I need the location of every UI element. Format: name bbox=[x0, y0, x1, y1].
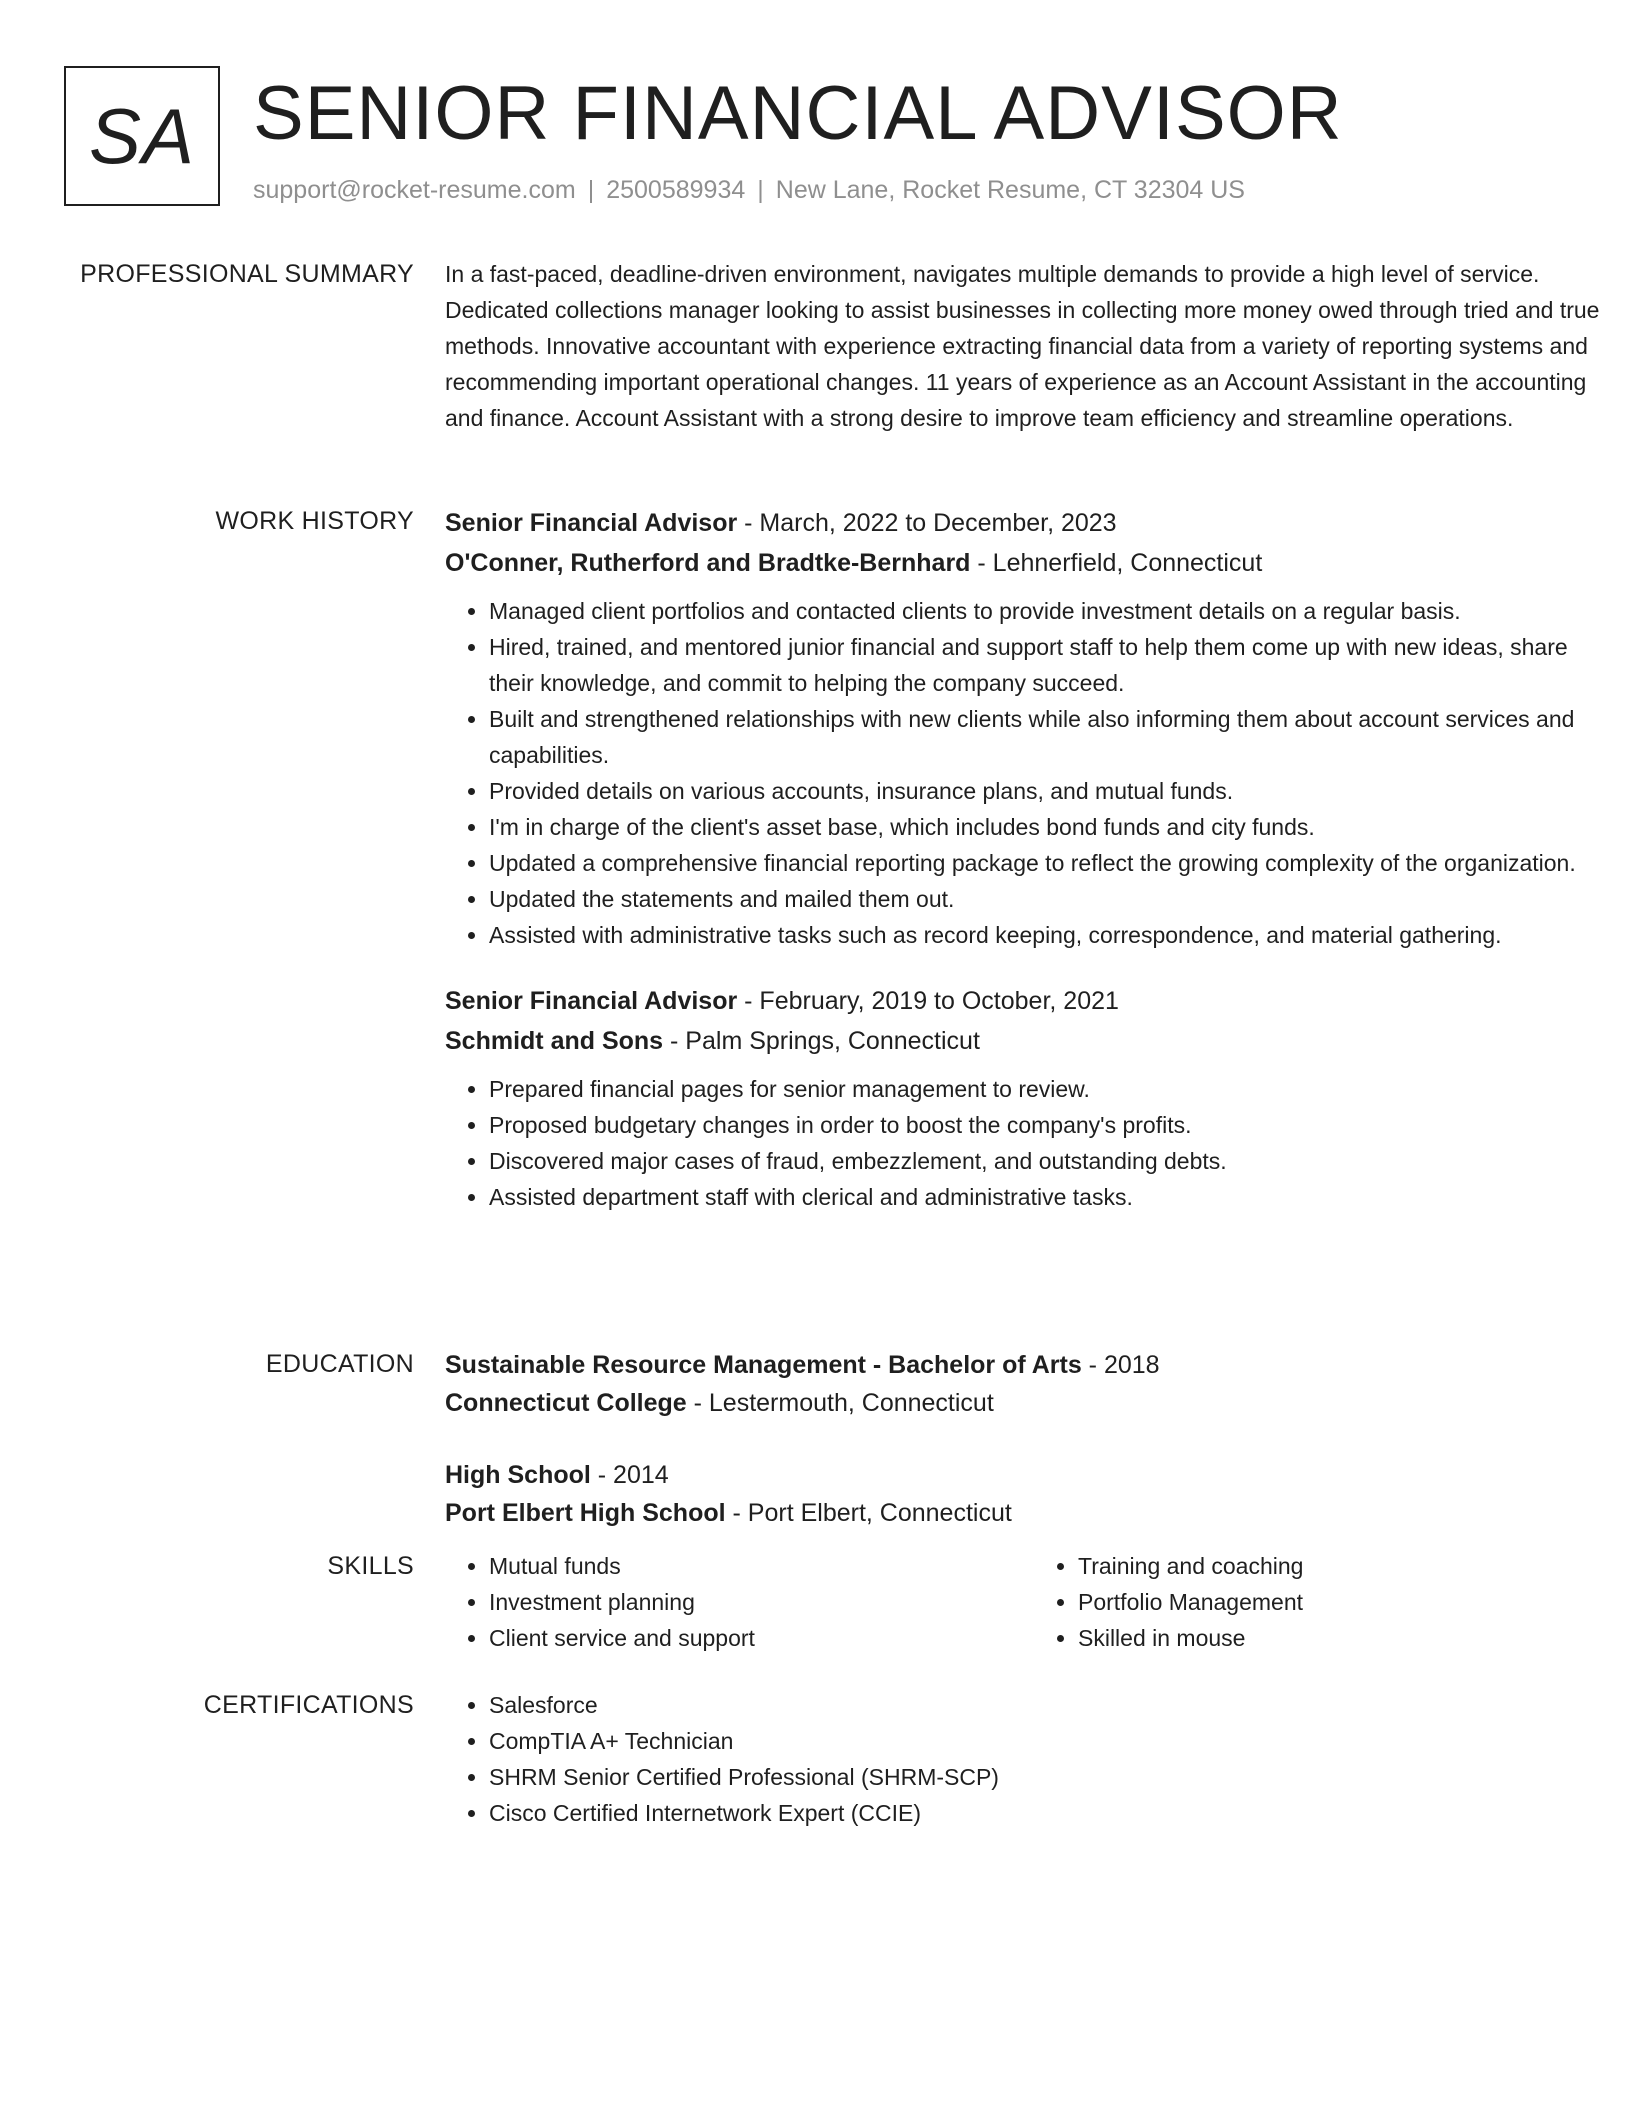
skill-item: • Investment planning bbox=[489, 1584, 989, 1620]
page-title: SENIOR FINANCIAL ADVISOR bbox=[253, 71, 1343, 156]
certification-item: • CompTIA A+ Technician bbox=[489, 1723, 1615, 1759]
work-history-body bbox=[445, 503, 1615, 1215]
contact-address: New Lane, Rocket Resume, CT 32304 US bbox=[775, 176, 1245, 204]
job-role: Senior Financial Advisor bbox=[445, 509, 738, 537]
skills-grid bbox=[445, 1548, 1615, 1656]
job-bullet: • Hired, trained, and mentored junior financial and support staff to help them come up with new ideas, share their knowledge, and commit to helping the company succeed. bbox=[489, 629, 1615, 701]
education-school: Port Elbert High School bbox=[445, 1499, 726, 1527]
education-degree: High School bbox=[445, 1461, 591, 1489]
contact-line bbox=[253, 172, 1245, 208]
education-degree-line bbox=[445, 1346, 1615, 1384]
job-bullet: • I'm in charge of the client's asset base, which includes bond funds and city funds. bbox=[489, 809, 1615, 845]
skills-column-left bbox=[445, 1548, 989, 1656]
job-title-line bbox=[445, 981, 1615, 1021]
job-role: Senior Financial Advisor bbox=[445, 987, 738, 1015]
education-school: Connecticut College bbox=[445, 1389, 687, 1417]
job-bullet: • Prepared financial pages for senior management to review. bbox=[489, 1071, 1615, 1107]
skill-item: • Portfolio Management bbox=[1078, 1584, 1578, 1620]
job-bullet: • Updated a comprehensive financial reporting package to reflect the growing complexity of the organization. bbox=[489, 845, 1615, 881]
education-degree-line bbox=[445, 1456, 1615, 1494]
job-location: - Palm Springs, Connecticut bbox=[663, 1027, 980, 1055]
contact-separator: | bbox=[757, 176, 764, 204]
job-entry bbox=[445, 981, 1615, 1215]
certification-item: • SHRM Senior Certified Professional (SHRM-SCP) bbox=[489, 1759, 1615, 1795]
job-entry bbox=[445, 503, 1615, 953]
job-bullet: • Provided details on various accounts, insurance plans, and mutual funds. bbox=[489, 773, 1615, 809]
skill-item: • Training and coaching bbox=[1078, 1548, 1578, 1584]
section-title-certifications: CERTIFICATIONS bbox=[203, 1691, 414, 1719]
section-title-work-history: WORK HISTORY bbox=[215, 507, 414, 535]
certifications-list bbox=[445, 1687, 1615, 1831]
certification-item: • Cisco Certified Internetwork Expert (CCIE) bbox=[489, 1795, 1615, 1831]
contact-email: support@rocket-resume.com bbox=[253, 176, 576, 204]
education-location: - Port Elbert, Connecticut bbox=[725, 1499, 1012, 1527]
job-bullet: • Assisted department staff with clerical and administrative tasks. bbox=[489, 1179, 1615, 1215]
job-bullet: • Managed client portfolios and contacted clients to provide investment details on a regular basis. bbox=[489, 593, 1615, 629]
job-location: - Lehnerfield, Connecticut bbox=[970, 549, 1263, 577]
job-company: O'Conner, Rutherford and Bradtke-Bernhard bbox=[445, 549, 971, 577]
job-company-line bbox=[445, 1021, 1615, 1061]
job-dates: - March, 2022 to December, 2023 bbox=[737, 509, 1117, 537]
skills-column-right bbox=[1034, 1548, 1578, 1656]
certifications-body bbox=[445, 1687, 1615, 1831]
resume-header bbox=[64, 64, 1584, 214]
job-bullet: • Proposed budgetary changes in order to boost the company's profits. bbox=[489, 1107, 1615, 1143]
education-year: - 2014 bbox=[590, 1461, 669, 1489]
job-title-line bbox=[445, 503, 1615, 543]
education-body bbox=[445, 1346, 1615, 1532]
section-title-education: EDUCATION bbox=[265, 1350, 414, 1378]
summary-text: In a fast-paced, deadline-driven environment, navigates multiple demands to provide a high level of service. Dedicated collections manager looking to assist businesses in collecting more money owed through tried and true methods. Innovative accountant with experience extracting financial data from a variety of reporting systems and recommending important operational changes. 11 years of experience as an Account Assistant in the accounting and finance. Account Assistant with a strong desire to improve team efficiency and streamline operations. bbox=[445, 261, 1600, 431]
contact-separator: | bbox=[587, 176, 595, 204]
skill-item: • Client service and support bbox=[489, 1620, 989, 1656]
job-bullets bbox=[445, 1071, 1615, 1215]
job-bullet: • Updated the statements and mailed them out. bbox=[489, 881, 1615, 917]
education-degree: Sustainable Resource Management - Bachelor of Arts bbox=[445, 1351, 1082, 1379]
skills-body bbox=[445, 1548, 1615, 1656]
job-bullet: • Built and strengthened relationships with new clients while also informing them about account services and capabilities. bbox=[489, 701, 1615, 773]
education-year: - 2018 bbox=[1081, 1351, 1160, 1379]
skill-item: • Skilled in mouse bbox=[1078, 1620, 1578, 1656]
job-bullet: • Assisted with administrative tasks such as record keeping, correspondence, and material gathering. bbox=[489, 917, 1615, 953]
summary-body bbox=[445, 256, 1615, 436]
job-dates: - February, 2019 to October, 2021 bbox=[737, 987, 1119, 1015]
education-location: - Lestermouth, Connecticut bbox=[686, 1389, 994, 1417]
certification-item: • Salesforce bbox=[489, 1687, 1615, 1723]
skill-item: • Mutual funds bbox=[489, 1548, 989, 1584]
initials-monogram: SA bbox=[64, 66, 220, 206]
education-entry bbox=[445, 1456, 1615, 1532]
contact-phone: 2500589934 bbox=[606, 176, 746, 204]
education-entry bbox=[445, 1346, 1615, 1422]
education-school-line bbox=[445, 1494, 1615, 1532]
job-company-line bbox=[445, 543, 1615, 583]
section-title-summary: PROFESSIONAL SUMMARY bbox=[80, 260, 414, 288]
education-school-line bbox=[445, 1384, 1615, 1422]
job-company: Schmidt and Sons bbox=[445, 1027, 664, 1055]
job-bullet: • Discovered major cases of fraud, embezzlement, and outstanding debts. bbox=[489, 1143, 1615, 1179]
section-title-skills: SKILLS bbox=[327, 1552, 414, 1580]
job-bullets bbox=[445, 593, 1615, 953]
